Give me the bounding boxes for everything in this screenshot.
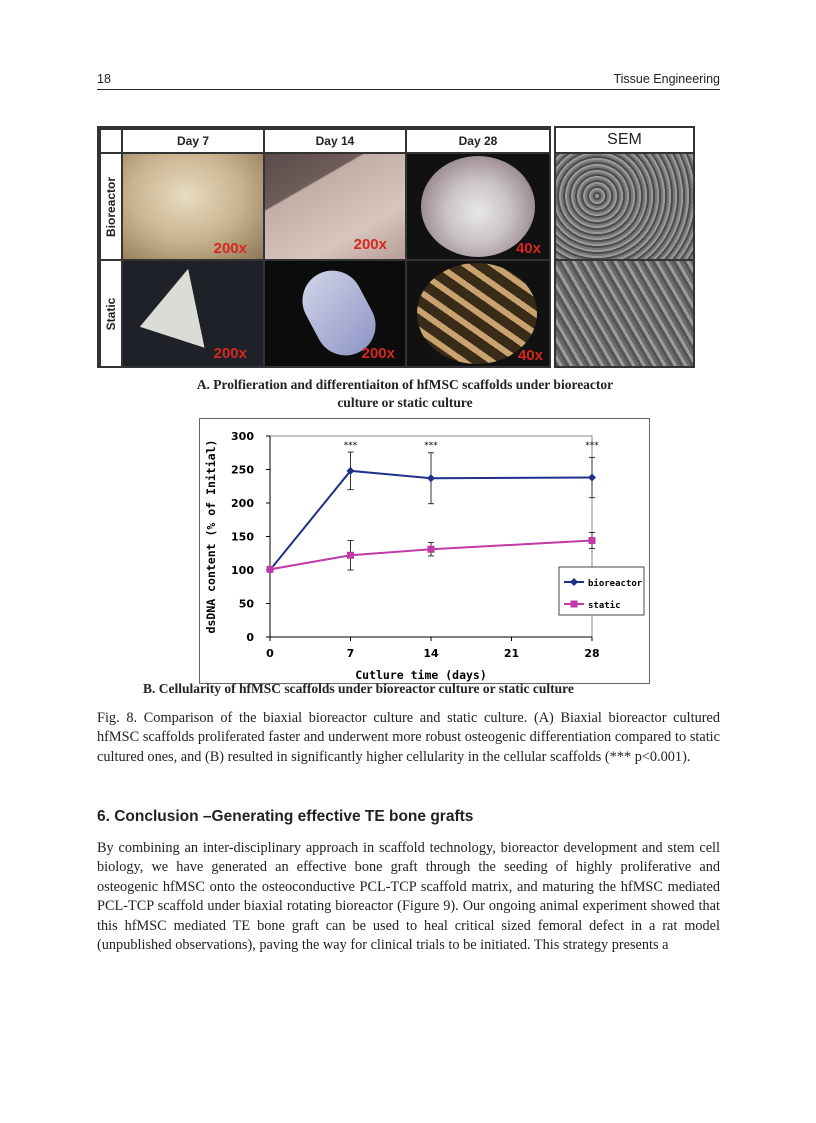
- figure-a-micrographs: [97, 126, 695, 368]
- magnification-label: 200x: [213, 345, 247, 362]
- sem-image-bioreactor: [556, 154, 693, 259]
- figure-caption: Fig. 8. Comparison of the biaxial bioreactor culture and static culture. (A) Biaxial bioreactor cultured hfMSC scaffolds proliferated faster and underwent more robust osteogenic differentiation compared to static cultured ones, and (B) resulted in significantly higher cellularity in the cellular scaffolds (*** p<0.001).: [97, 710, 720, 765]
- significance-marker: ***: [585, 441, 599, 451]
- data-point-static: [347, 552, 354, 559]
- micrograph-grid: [97, 126, 551, 368]
- y-tick-label: 250: [231, 463, 254, 477]
- micrograph-bioreactor-day14: [265, 154, 405, 259]
- x-tick-label: 7: [346, 647, 355, 660]
- row-header-bioreactor: Bioreactor: [101, 154, 121, 259]
- running-header: [97, 72, 720, 90]
- grid-corner: [101, 130, 121, 152]
- y-tick-label: 50: [238, 597, 254, 611]
- figure-a-caption: A. Prolfieration and differentiaiton of hfMSC scaffolds under bioreactor culture or static culture: [196, 377, 614, 410]
- significance-marker: ***: [424, 441, 438, 451]
- y-tick-label: 100: [231, 564, 254, 577]
- data-point-static: [428, 546, 435, 553]
- micrograph-bioreactor-day7: [123, 154, 263, 259]
- dsdna-line-chart: [200, 419, 649, 683]
- y-axis-label: dsDNA content (% of Initial): [204, 439, 218, 634]
- x-tick-label: 0: [266, 647, 274, 660]
- x-tick-label: 28: [584, 647, 600, 660]
- micrograph-static-day14: [265, 261, 405, 366]
- sem-panel: [554, 126, 695, 368]
- x-tick-label: 14: [423, 647, 439, 660]
- sem-header: SEM: [556, 128, 693, 152]
- figure-b-caption: B. Cellularity of hfMSC scaffolds under bioreactor culture or static culture: [143, 681, 574, 696]
- data-point-static: [589, 537, 596, 544]
- legend-label-static: static: [588, 601, 621, 611]
- significance-marker: ***: [343, 441, 358, 451]
- conclusion-paragraph: By combining an inter-disciplinary approach in scaffold technology, bioreactor development and stem cell biology, we have generated an effective bone graft through the seeding of highly proliferative and osteogenic hfMSC onto the osteoconductive PCL-TCP scaffold matrix, and maturing the hfMSC mediated PCL-TCP scaffold under biaxial rotating bioreactor (Figure 9). Our ongoing animal experiment showed that this hfMSC mediated TE bone graft can be used to heal critical sized femoral defect in a rat model (unpublished observations), paving the way for clinical trials to be initiated. This strategy presents a: [97, 840, 720, 954]
- magnification-label: 200x: [213, 240, 247, 257]
- y-tick-label: 0: [246, 631, 254, 644]
- y-tick-label: 150: [231, 530, 254, 544]
- magnification-label: 200x: [353, 236, 387, 253]
- section-heading: 6. Conclusion –Generating effective TE bone grafts: [97, 808, 474, 825]
- data-point-bioreactor: [588, 474, 596, 482]
- book-title: Tissue Engineering: [613, 72, 720, 86]
- data-point-static: [267, 566, 274, 573]
- y-tick-label: 300: [231, 430, 254, 443]
- x-axis-label: Cutlure time (days): [355, 668, 487, 682]
- y-tick-label: 200: [231, 497, 254, 510]
- legend-label-bioreactor: bioreactor: [588, 579, 643, 589]
- col-header-day14: Day 14: [265, 130, 405, 152]
- page-number: 18: [97, 72, 111, 86]
- row-header-static: Static: [101, 261, 121, 366]
- sem-image-static: [556, 261, 693, 366]
- micrograph-static-day7: [123, 261, 263, 366]
- micrograph-bioreactor-day28: [407, 154, 549, 259]
- legend-marker-static: [571, 601, 578, 608]
- col-header-day7: Day 7: [123, 130, 263, 152]
- magnification-label: 40x: [515, 240, 541, 257]
- data-point-bioreactor: [427, 474, 435, 482]
- magnification-label: 200x: [361, 345, 395, 362]
- x-tick-label: 21: [503, 647, 520, 660]
- col-header-day28: Day 28: [407, 130, 549, 152]
- scaffold-shape: [140, 261, 226, 348]
- micrograph-static-day28: [407, 261, 549, 366]
- magnification-label: 40x: [517, 347, 543, 364]
- figure-b-chart: [199, 418, 650, 684]
